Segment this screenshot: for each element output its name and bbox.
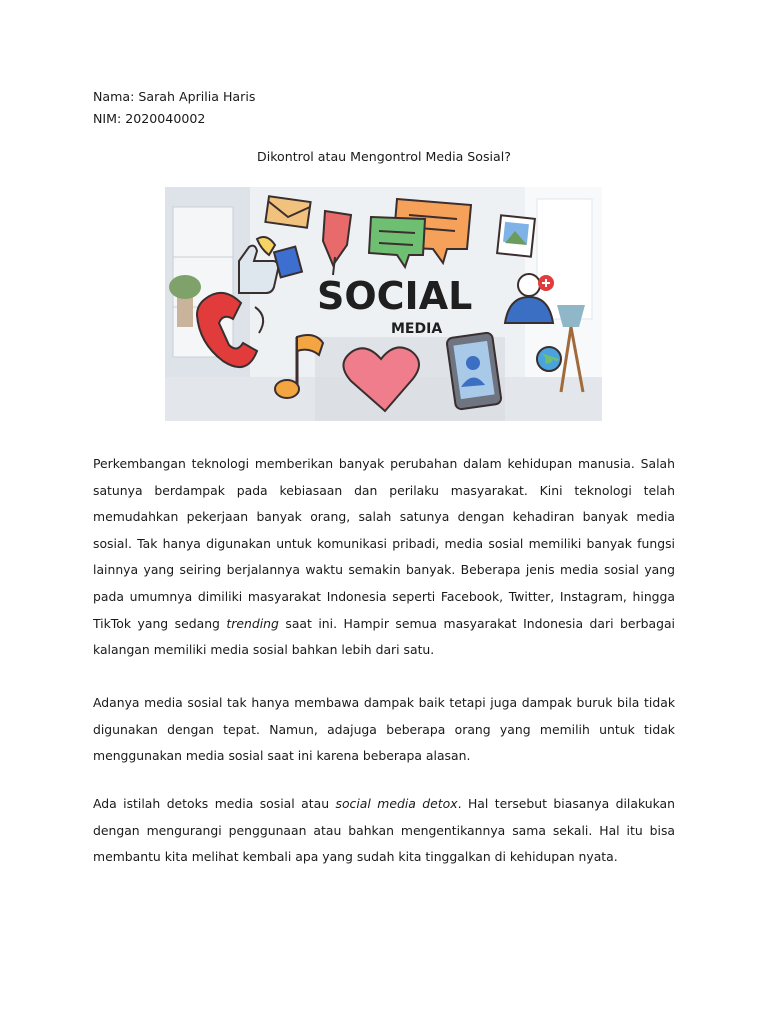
paragraph-3-text-a: Ada istilah detoks media sosial atau [93,796,336,811]
paragraph-3-text-b: . Hal tersebut biasanya dilakukan dengan mengurangi penggunaan atau bahkan mengentikannya sama sekali. Hal itu bisa membantu kita melihat kembali apa yang sudah kita tinggalkan di kehidupan nyata. [93,796,675,865]
paragraph-1-text-a: Perkembangan teknologi memberikan banyak perubahan dalam kehidupan manusia. Salah satunya berdampak pada kebiasaan dan perilaku masyarakat. Kini teknologi telah memudahkan pekerjaan banyak orang, salah satunya dengan kehadiran banyak media sosial. Tak hanya digunakan untuk komunikasi pribadi, media sosial memiliki banyak fungsi lainnya yang seiring berjalannya waktu semakin banyak. Beberapa jenis media sosial yang pada umumnya dimiliki masyarakat Indonesia seperti Facebook, Twitter, Instagram, hingga TikTok yang sedang [93,456,675,631]
social-media-illustration [165,187,602,421]
paragraph-2: Adanya media sosial tak hanya membawa dampak baik tetapi juga dampak buruk bila tidak digunakan dengan tepat. Namun, adajuga beberapa orang yang memilih untuk tidak menggunakan media sosial saat ini karena beberapa alasan. [93,695,675,764]
globe-icon [537,347,561,371]
student-id: NIM: 2020040002 [93,111,206,126]
envelope-icon [265,196,310,228]
smartphone-icon [446,332,502,410]
paragraph-1-italic: trending [226,615,279,631]
document-title: Dikontrol atau Mengontrol Media Sosial? [257,149,511,164]
social-word: SOCIAL [317,274,473,318]
picture-icon [497,215,535,256]
paragraph-3 [93,791,675,871]
paragraph-1 [93,451,675,664]
paragraph-1-text-b: saat ini. Hampir semua masyarakat Indonesia dari berbagai kalangan memiliki media sosial bahkan lebih dari satu. [93,615,675,658]
media-word: MEDIA [391,321,443,337]
author-name: Nama: Sarah Aprilia Haris [93,89,256,104]
paragraph-3-italic: social media detox [335,796,458,811]
